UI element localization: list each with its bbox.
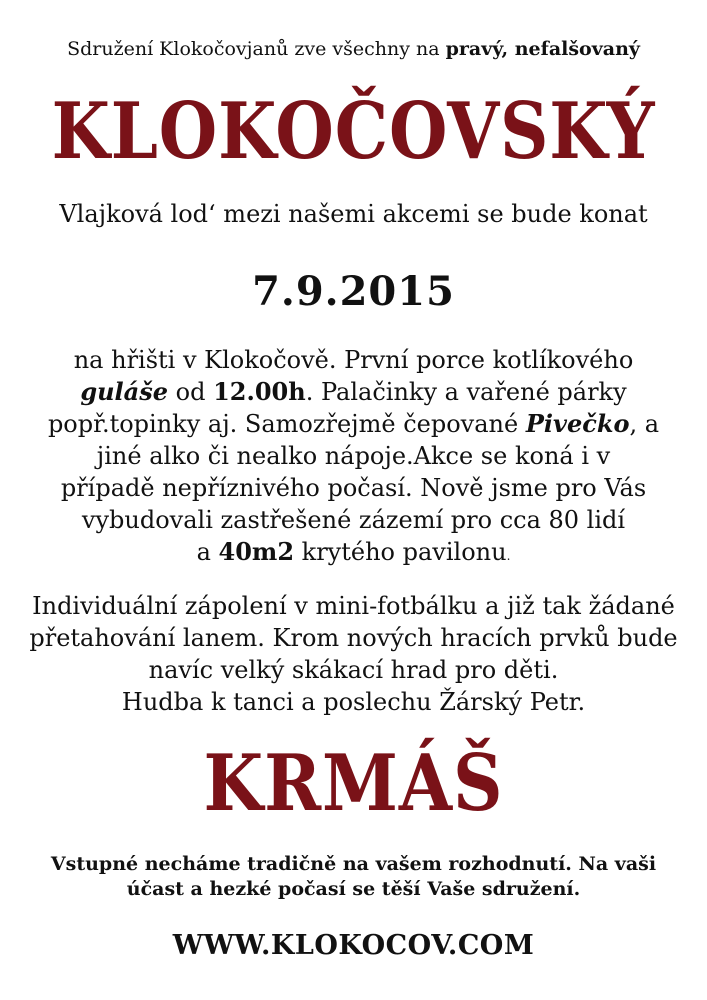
event-date: 7.9.2015	[252, 268, 455, 315]
desc-line-2	[0, 376, 707, 408]
invitation-line	[0, 38, 707, 60]
beer-word: Pivečko	[525, 409, 630, 438]
goulash-word: guláše	[80, 377, 169, 406]
desc-line-7	[0, 536, 707, 572]
activities-line-1: Individuální zápolení v mini-fotbálku a již tak žádané	[32, 592, 675, 620]
footer-note	[0, 852, 707, 902]
desc-line-7-end: .	[506, 549, 511, 563]
second-title: KRMÁŠ	[203, 738, 504, 829]
event-description	[0, 344, 707, 572]
activities-line-4: Hudba k tanci a poslechu Žárský Petr.	[121, 688, 586, 716]
activities-line-3: navíc velký skákací hrad pro děti.	[148, 656, 559, 684]
invitation-bold: pravý, nefalšovaný	[445, 38, 640, 60]
footer-line-2: účast a hezké počasí se těší Vaše sdružení.	[126, 878, 581, 900]
activities-line-2: přetahování lanem. Krom nových hracích prvků bude	[29, 624, 678, 652]
desc-line-3	[0, 408, 707, 440]
invitation-text: Sdružení Klokočovjanů zve všechny na	[67, 38, 446, 60]
desc-line-2-rest: . Palačinky a vařené párky	[305, 378, 627, 406]
footer-line-1: Vstupné necháme tradičně na vašem rozhodnutí. Na vaši	[50, 853, 657, 875]
desc-line-6: vybudovali zastřešené zázemí pro cca 80 lidí	[81, 506, 626, 534]
activities-description	[0, 590, 707, 718]
website-url: WWW.KLOKOCOV.COM	[172, 930, 535, 961]
desc-line-3-pre: popř.topinky aj. Samozřejmě čepované	[47, 410, 526, 438]
desc-line-3-post: , a	[629, 410, 660, 438]
desc-line-1: na hřišti v Klokočově. První porce kotlíkového	[73, 346, 634, 374]
start-time: 12.00h	[213, 377, 306, 406]
desc-line-5: případě nepříznivého počasí. Nově jsme pro Vás	[60, 474, 647, 502]
desc-line-7-post: krytého pavilonu	[294, 538, 507, 566]
main-title: KLOKOČOVSKÝ	[51, 86, 656, 177]
flagship-line: Vlajková lod‘ mezi našemi akcemi se bude konat	[59, 200, 648, 228]
desc-line-7-pre: a	[196, 538, 219, 566]
desc-line-2-mid: od	[168, 378, 214, 406]
desc-line-4: jiné alko či nealko nápoje.Akce se koná i v	[96, 442, 611, 470]
pavilion-area: 40m2	[218, 537, 295, 566]
